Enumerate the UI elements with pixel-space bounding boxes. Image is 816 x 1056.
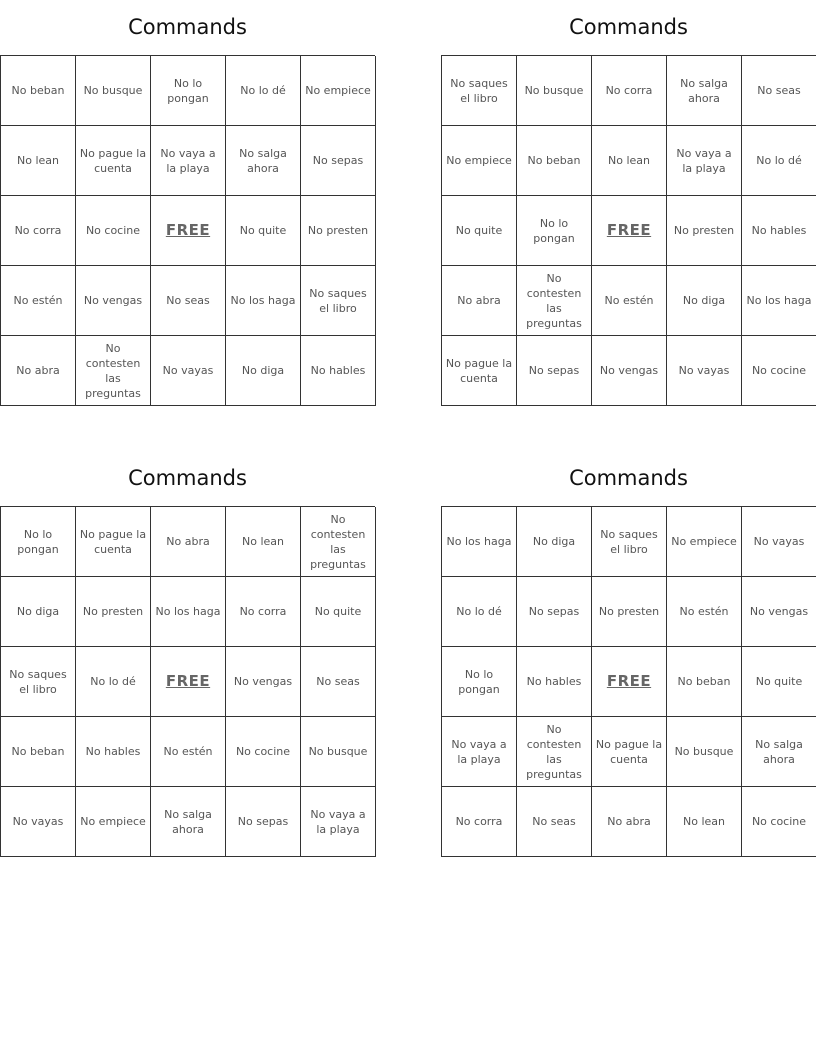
bingo-cell: No vengas — [226, 647, 301, 717]
bingo-cell: No hables — [517, 647, 592, 717]
bingo-cell: No empiece — [76, 787, 151, 857]
bingo-cell: No corra — [592, 56, 667, 126]
bingo-cell: No estén — [667, 577, 742, 647]
bingo-cell: No lo dé — [742, 126, 816, 196]
bingo-cell: No vayas — [742, 507, 816, 577]
bingo-cell: No lo pongan — [517, 196, 592, 266]
bingo-cell: No seas — [742, 56, 816, 126]
bingo-cell: No quite — [226, 196, 301, 266]
bingo-cell: No vaya a la playa — [667, 126, 742, 196]
bingo-cell: No abra — [442, 266, 517, 336]
bingo-cell: No vaya a la playa — [301, 787, 376, 857]
bingo-cell: No lo pongan — [151, 56, 226, 126]
card-title: Commands — [569, 15, 688, 39]
free-space-cell: FREE — [151, 647, 226, 717]
bingo-cell: No pague la cuenta — [442, 336, 517, 406]
bingo-cell: No beban — [1, 56, 76, 126]
bingo-cell: No cocine — [76, 196, 151, 266]
bingo-cell: No empiece — [667, 507, 742, 577]
bingo-cell: No corra — [1, 196, 76, 266]
bingo-grid — [0, 55, 375, 406]
bingo-cell: No lo pongan — [1, 507, 76, 577]
bingo-cell: No vaya a la playa — [151, 126, 226, 196]
bingo-cell: No quite — [301, 577, 376, 647]
bingo-cell: No saques el libro — [442, 56, 517, 126]
bingo-cell: No sepas — [517, 336, 592, 406]
bingo-card-4 — [441, 451, 816, 857]
bingo-cell: No lean — [667, 787, 742, 857]
bingo-cell: No lean — [226, 507, 301, 577]
bingo-cell: No presten — [667, 196, 742, 266]
bingo-card-1 — [0, 0, 375, 406]
bingo-cell: No presten — [592, 577, 667, 647]
bingo-cell: No busque — [517, 56, 592, 126]
bingo-cell: No seas — [301, 647, 376, 717]
bingo-cell: No vayas — [1, 787, 76, 857]
free-space-cell: FREE — [151, 196, 226, 266]
bingo-cell: No sepas — [226, 787, 301, 857]
bingo-cell: No contesten las preguntas — [517, 717, 592, 787]
bingo-cell: No saques el libro — [301, 266, 376, 336]
bingo-cell: No vengas — [592, 336, 667, 406]
bingo-cell: No empiece — [442, 126, 517, 196]
bingo-cell: No saques el libro — [1, 647, 76, 717]
bingo-cell: No cocine — [742, 336, 816, 406]
bingo-card-3 — [0, 451, 375, 857]
bingo-cell: No pague la cuenta — [76, 126, 151, 196]
bingo-grid — [0, 506, 375, 857]
bingo-cell: No corra — [226, 577, 301, 647]
bingo-cell: No hables — [742, 196, 816, 266]
bingo-cell: No beban — [1, 717, 76, 787]
bingo-cell: No abra — [592, 787, 667, 857]
bingo-cell: No contesten las preguntas — [76, 336, 151, 406]
bingo-cell: No quite — [442, 196, 517, 266]
bingo-cell: No salga ahora — [742, 717, 816, 787]
card-title: Commands — [128, 15, 247, 39]
bingo-cell: No abra — [1, 336, 76, 406]
bingo-cell: No diga — [517, 507, 592, 577]
bingo-cell: No empiece — [301, 56, 376, 126]
bingo-cell: No vayas — [667, 336, 742, 406]
bingo-cell: No los haga — [226, 266, 301, 336]
bingo-cell: No diga — [667, 266, 742, 336]
bingo-cell: No busque — [667, 717, 742, 787]
bingo-cell: No pague la cuenta — [592, 717, 667, 787]
bingo-cell: No pague la cuenta — [76, 507, 151, 577]
bingo-cell: No diga — [1, 577, 76, 647]
bingo-cell: No corra — [442, 787, 517, 857]
bingo-cell: No contesten las preguntas — [301, 507, 376, 577]
bingo-cell: No saques el libro — [592, 507, 667, 577]
bingo-cell: No vaya a la playa — [442, 717, 517, 787]
bingo-cell: No quite — [742, 647, 816, 717]
bingo-cell: No abra — [151, 507, 226, 577]
free-space-cell: FREE — [592, 647, 667, 717]
bingo-cell: No seas — [517, 787, 592, 857]
bingo-card-2 — [441, 0, 816, 406]
bingo-cell: No beban — [517, 126, 592, 196]
bingo-cell: No vengas — [742, 577, 816, 647]
bingo-cell: No diga — [226, 336, 301, 406]
bingo-cell: No estén — [1, 266, 76, 336]
bingo-cell: No cocine — [226, 717, 301, 787]
bingo-cell: No los haga — [442, 507, 517, 577]
bingo-cell: No sepas — [301, 126, 376, 196]
bingo-cell: No lo dé — [76, 647, 151, 717]
bingo-grid — [441, 506, 816, 857]
bingo-cell: No salga ahora — [667, 56, 742, 126]
bingo-cell: No seas — [151, 266, 226, 336]
bingo-cell: No hables — [76, 717, 151, 787]
bingo-cell: No hables — [301, 336, 376, 406]
bingo-cell: No beban — [667, 647, 742, 717]
bingo-cell: No lean — [1, 126, 76, 196]
free-space-cell: FREE — [592, 196, 667, 266]
bingo-cell: No busque — [76, 56, 151, 126]
bingo-cell: No contesten las preguntas — [517, 266, 592, 336]
bingo-cell: No presten — [76, 577, 151, 647]
bingo-cell: No cocine — [742, 787, 816, 857]
bingo-cell: No los haga — [742, 266, 816, 336]
bingo-cell: No vengas — [76, 266, 151, 336]
bingo-cell: No lo dé — [226, 56, 301, 126]
bingo-cell: No presten — [301, 196, 376, 266]
bingo-cell: No vayas — [151, 336, 226, 406]
card-title: Commands — [569, 466, 688, 490]
bingo-cell: No salga ahora — [226, 126, 301, 196]
bingo-cell: No lo dé — [442, 577, 517, 647]
bingo-cell: No busque — [301, 717, 376, 787]
bingo-cell: No salga ahora — [151, 787, 226, 857]
bingo-cell: No estén — [151, 717, 226, 787]
card-title: Commands — [128, 466, 247, 490]
bingo-cell: No estén — [592, 266, 667, 336]
bingo-cell: No los haga — [151, 577, 226, 647]
bingo-cell: No sepas — [517, 577, 592, 647]
bingo-grid — [441, 55, 816, 406]
bingo-cell: No lo pongan — [442, 647, 517, 717]
bingo-cell: No lean — [592, 126, 667, 196]
